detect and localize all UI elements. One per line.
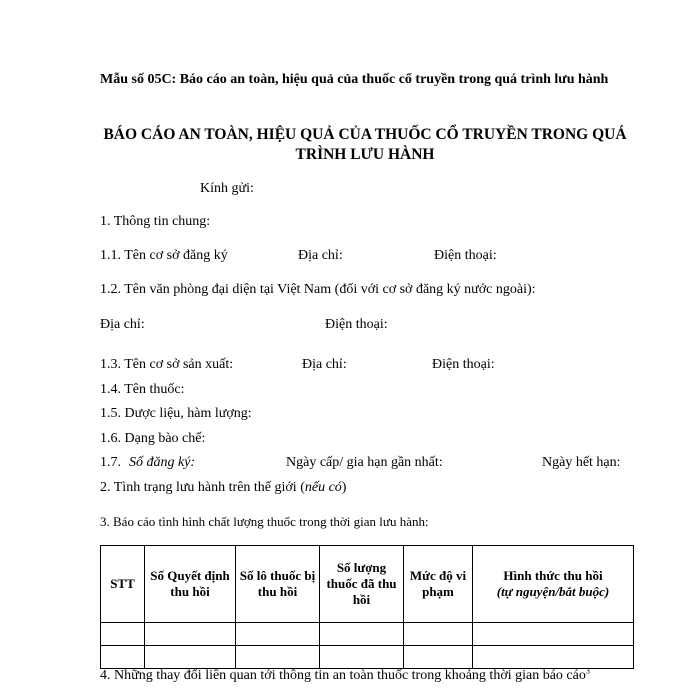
section-4-heading — [100, 667, 640, 685]
table-row — [101, 623, 634, 646]
section-3-heading: 3. Báo cáo tình hình chất lượng thuốc trong thời gian lưu hành: — [100, 514, 429, 529]
item-1-7-number: 1.7. — [100, 455, 121, 470]
section-2-italic: nếu có — [304, 480, 342, 495]
table-cell — [101, 623, 145, 646]
table-cell — [236, 646, 320, 669]
table-cell — [473, 623, 634, 646]
footnote-marker: 3 — [585, 666, 590, 676]
manufacturer-name-label: 1.3. Tên cơ sở sản xuất: — [100, 357, 234, 372]
header-decision-number: Số Quyết định thu hồi — [145, 546, 236, 623]
header-violation-level: Mức độ vi phạm — [404, 546, 473, 623]
issue-date-label: Ngày cấp/ gia hạn gần nhất: — [286, 455, 443, 470]
header-recall-type-sub: (tự nguyện/bắt buộc) — [496, 584, 610, 599]
manufacturer-phone-label: Điện thoại: — [432, 357, 495, 372]
table-cell — [145, 623, 236, 646]
expiry-date-label: Ngày hết hạn: — [542, 455, 621, 470]
header-recall-type-label: Hình thức thu hồi — [503, 568, 603, 583]
table-cell — [473, 646, 634, 669]
table-cell — [236, 623, 320, 646]
registrant-phone-label: Điện thoại: — [434, 248, 497, 263]
rep-office-label: 1.2. Tên văn phòng đại diện tại Việt Nam (đối với cơ sở đăng ký nước ngoài): — [100, 282, 536, 297]
header-recall-type — [473, 546, 634, 623]
table-cell — [101, 646, 145, 669]
section-4-text: 4. Những thay đổi liên quan tới thông tin an toàn thuốc trong khoảng thời gian báo cáo — [100, 668, 586, 683]
header-stt: STT — [101, 546, 145, 623]
manufacturer-address-label: Địa chỉ: — [302, 357, 347, 372]
ingredients-label: 1.5. Dược liệu, hàm lượng: — [100, 406, 252, 421]
form-code-heading: Mẫu số 05C: Báo cáo an toàn, hiệu quả của thuốc cổ truyền trong quá trình lưu hành — [100, 72, 609, 87]
recall-table — [100, 545, 634, 669]
section-1-heading: 1. Thông tin chung: — [100, 214, 211, 229]
rep-office-phone-label: Điện thoại: — [325, 317, 388, 332]
document-title: BÁO CÁO AN TOÀN, HIỆU QUẢ CỦA THUỐC CỔ TRUYỀN TRONG QUÁ TRÌNH LƯU HÀNH — [103, 126, 627, 163]
registration-number-label: Số đăng ký: — [129, 455, 196, 470]
registrant-address-label: Địa chỉ: — [298, 248, 343, 263]
table-cell — [320, 646, 404, 669]
table-header-row — [101, 546, 634, 623]
section-2-text: 2. Tình trạng lưu hành trên thế giới ( — [100, 480, 305, 495]
section-2-heading — [100, 479, 346, 497]
registrant-name-label: 1.1. Tên cơ sở đăng ký — [100, 248, 228, 263]
table-cell — [404, 623, 473, 646]
header-batch-number: Số lô thuốc bị thu hồi — [236, 546, 320, 623]
drug-name-label: 1.4. Tên thuốc: — [100, 382, 185, 397]
header-recalled-quantity: Số lượng thuốc đã thu hồi — [320, 546, 404, 623]
dosage-form-label: 1.6. Dạng bào chế: — [100, 431, 206, 446]
table-cell — [404, 646, 473, 669]
section-2-close: ) — [341, 480, 347, 495]
table-cell — [320, 623, 404, 646]
addressee-label: Kính gửi: — [200, 181, 254, 196]
rep-office-address-label: Địa chỉ: — [100, 317, 145, 332]
table-row — [101, 646, 634, 669]
table-cell — [145, 646, 236, 669]
